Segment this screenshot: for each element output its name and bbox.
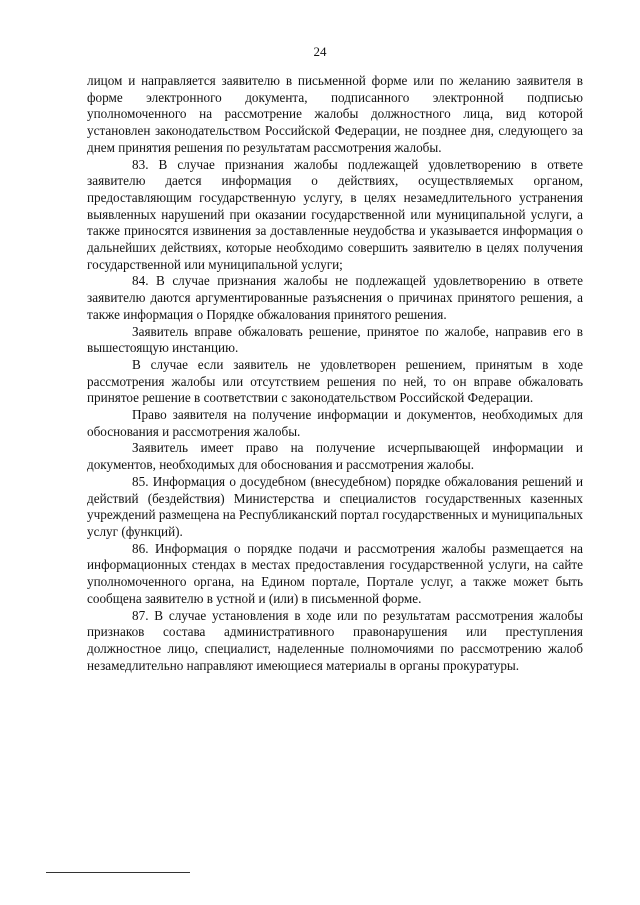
paragraph-83: 83. В случае признания жалобы подлежащей удовлетворению в ответе заявителю дается информация о действиях, осуществляемых органом, предоставляющим государственную услугу, в целях незамедлительного устранения выявленных нарушений при оказании государственной или муниципальной услуги, а также приносятся извинения за доставленные неудобства и указывается информация о дальнейших действиях, которые необходимо совершить заявителю в целях получения государственной или муниципальной услуги;: [87, 156, 583, 272]
paragraph-exhaustive-info: Заявитель имеет право на получение исчерпывающей информации и документов, необходимых для обоснования и рассмотрения жалобы.: [87, 440, 583, 473]
page-number: 24: [313, 44, 327, 59]
body-text: [87, 73, 583, 674]
paragraph-87: 87. В случае установления в ходе или по результатам рассмотрения жалобы признаков состава административного правонарушения или преступления должностное лицо, специалист, наделенные полномочиями по рассмотрению жалоб незамедлительно направляют имеющиеся материалы в органы прокуратуры.: [87, 607, 583, 673]
paragraph-right-to-info: Право заявителя на получение информации и документов, необходимых для обоснования и рассмотрения жалобы.: [87, 407, 583, 439]
paragraph-appeal-right: Заявитель вправе обжаловать решение, принятое по жалобе, направив его в вышестоящую инстанцию.: [87, 323, 583, 356]
footer-rule: [46, 872, 190, 873]
paragraph-appeal-unsatisfied: В случае если заявитель не удовлетворен решением, принятым в ходе рассмотрения жалобы или отсутствием решения по ней, то он вправе обжаловать принятое решение в соответствии с законодательством Российской Федерации.: [87, 356, 583, 406]
paragraph-86: 86. Информация о порядке подачи и рассмотрения жалобы размещается на информационных стендах в местах предоставления государственной услуги, на сайте уполномоченного органа, на Едином портале, Портале услуг, а также может быть сообщена заявителю в устной и (или) в письменной форме.: [87, 540, 583, 606]
paragraph-continuation: лицом и направляется заявителю в письменной форме или по желанию заявителя в форме электронного документа, подписанного электронной подписью уполномоченного на рассмотрение жалобы должностного лица, вид которой установлен законодательством Российской Федерации, не позднее дня, следующего за днем принятия решения по результатам рассмотрения жалобы.: [87, 73, 583, 155]
paragraph-85: 85. Информация о досудебном (внесудебном) порядке обжалования решений и действий (бездействия) Министерства и специалистов государственных казенных учреждений размещена на Республиканский портал государственных и муниципальных услуг (функций).: [87, 473, 583, 539]
paragraph-84: 84. В случае признания жалобы не подлежащей удовлетворению в ответе заявителю даются аргументированные разъяснения о причинах принятого решения, а также информация о Порядке обжалования принятого решения.: [87, 273, 583, 322]
